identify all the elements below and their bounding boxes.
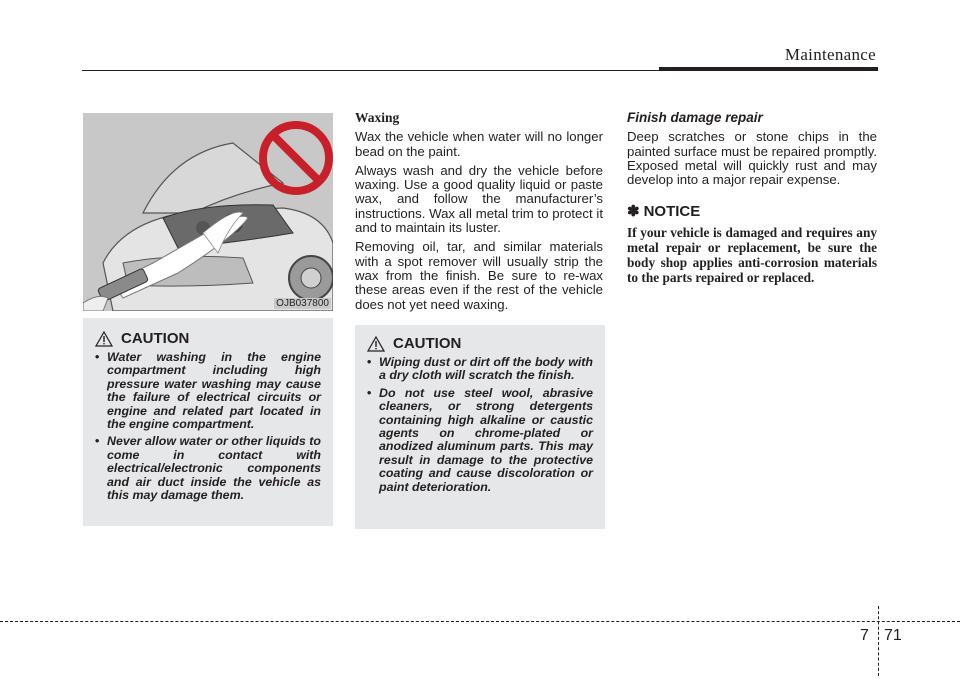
caution-item: • Do not use steel wool, abrasive cleaners, or strong detergents containing high alkaline or caustic agents on chrome-plated or anodized aluminum parts. This may result in damage to the protective coating and cause discoloration or paint deterioration.: [367, 385, 593, 494]
notice-title: NOTICE: [643, 203, 701, 221]
waxing-title: Waxing: [355, 110, 400, 125]
caution-heading: [95, 330, 321, 347]
page-section-title: Maintenance: [784, 45, 876, 64]
waxing-paragraph: Always wash and dry the vehicle before waxing. Use a good quality liquid or paste wax, and follow the manufacturer’s instructions. Wax all metal trim to protect it and to maintain its luster.: [355, 162, 603, 236]
caution-title: CAUTION: [393, 335, 462, 352]
chapter-number: 7: [860, 627, 869, 644]
caution-title: CAUTION: [121, 330, 190, 347]
notice-heading: [627, 205, 877, 219]
notice-body: If your vehicle is damaged and requires any metal repair or replacement, be sure the body shop applies anti-corrosion materials to the parts repaired or replaced.: [627, 224, 877, 285]
finish-repair-section: [627, 111, 877, 285]
warning-triangle-icon: [95, 331, 113, 347]
caution-heading: [367, 335, 593, 352]
page-number: 71: [884, 627, 902, 644]
footer-separator: [878, 606, 880, 676]
notice-mark-icon: ✽: [627, 203, 640, 221]
waxing-paragraph: Removing oil, tar, and similar materials with a spot remover will usually strip the wax from the finish. Be sure to re-wax these areas even if the rest of the vehicle does not yet need waxing.: [355, 239, 603, 312]
caution-list: [95, 351, 321, 502]
header-bar: [659, 67, 878, 71]
header-rule: [82, 70, 659, 71]
finish-repair-title: Finish damage repair: [627, 110, 763, 125]
caution-box-engine: [83, 318, 333, 526]
waxing-section: [355, 111, 603, 317]
prohibition-icon: [83, 113, 333, 311]
caution-list: [367, 356, 593, 494]
caution-box-finish: [355, 325, 605, 529]
waxing-paragraph: Wax the vehicle when water will no longer bead on the paint.: [355, 129, 603, 159]
caution-item: • Water washing in the engine compartment including high pressure water washing may cause the failure of electrical circuits or engine and related part located in the engine compartment.: [95, 350, 321, 432]
caution-item: • Wiping dust or dirt off the body with a dry cloth will scratch the finish.: [367, 355, 593, 383]
warning-triangle-icon: [367, 336, 385, 352]
figure-code: OJB037800: [276, 298, 329, 309]
footer-rule: [0, 621, 960, 622]
engine-wash-illustration: [83, 113, 333, 311]
caution-item: • Never allow water or other liquids to come in contact with electrical/electronic components and air duct inside the vehicle as this may damage them.: [95, 434, 321, 503]
finish-repair-body: Deep scratches or stone chips in the painted surface must be repaired promptly. Exposed metal will quickly rust and may develop into a major repair expense.: [627, 129, 877, 188]
